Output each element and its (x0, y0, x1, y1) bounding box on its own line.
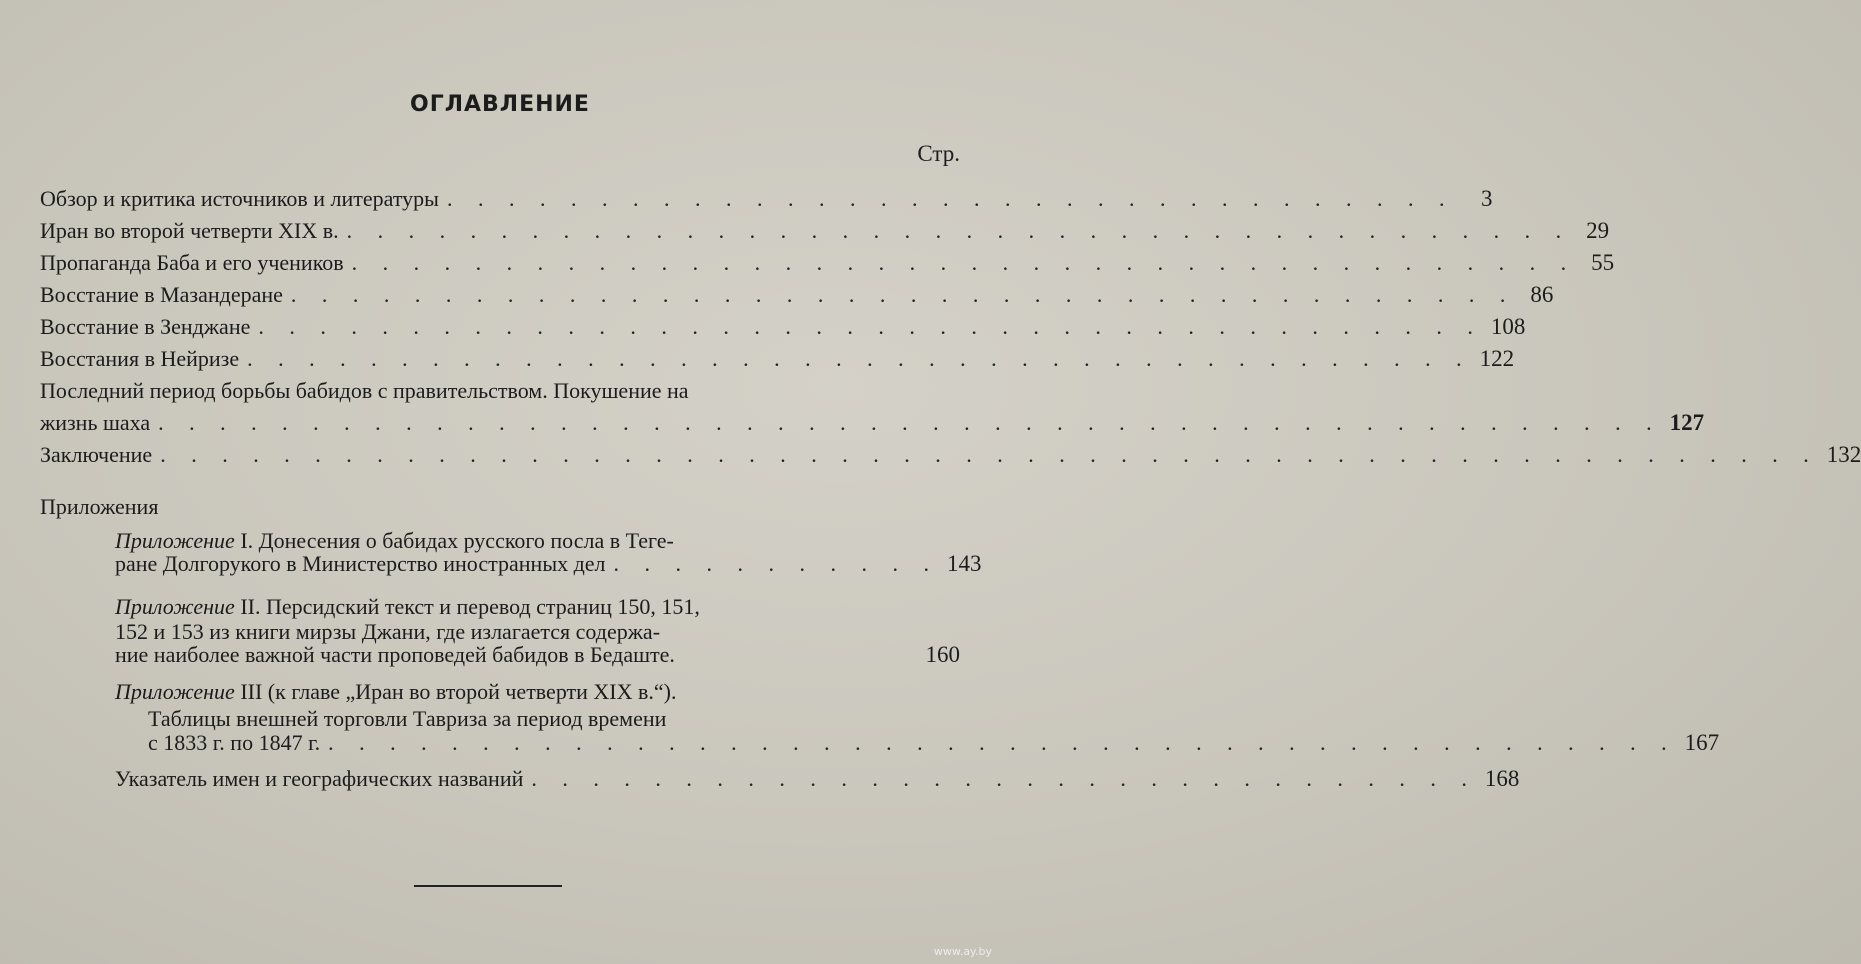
appendix-3-line1 (115, 679, 677, 705)
toc-entry-page: 55 (1591, 250, 1615, 275)
toc-entry (40, 314, 1526, 346)
leader-dots: . . . . . . . . . . . . . . . . . . . . . . . . . . . . . . . . . . . . . . . . (258, 314, 1483, 339)
leader-dots: . . . . . . . . . . . (613, 551, 940, 576)
toc-entry-page: 108 (1490, 314, 1526, 339)
toc-entry (40, 410, 1705, 442)
closing-rule (414, 885, 562, 887)
toc-entry-page: 3 (1480, 186, 1493, 211)
leader-dots: . . . . . . . . . . . . . . . . . . . . . . . . . . . . . . . . . . . . . . . . (290, 282, 1516, 307)
leader-dots: . . . . . . . . . . . . . . . . . . . . . . . . . . . . . . . . . . . . . . . . . . . . . . . . . . . . . . (160, 442, 1819, 467)
toc-entry-page: 29 (1586, 218, 1610, 243)
appendix-label: Приложение (115, 679, 235, 704)
index-entry (115, 766, 1520, 798)
appendix-page: 167 (1684, 730, 1720, 755)
toc-entry (40, 346, 1515, 378)
toc-entry-page: 122 (1479, 346, 1515, 371)
leader-dots: . . . . . . . . . . . . . . . . . . . . . . . . . . . . . . . . . . . . . . . . . . . . . . . . . (158, 410, 1662, 435)
toc-entry (40, 186, 1493, 218)
appendix-text: с 1833 г. по 1847 г. (148, 730, 321, 755)
toc-entry-text: Пропаганда Баба и его учеников (40, 250, 344, 275)
appendix-3-line2: Таблицы внешней торговли Тавриза за период времени (148, 706, 667, 731)
toc-entry-text: Восстание в Зенджане (40, 314, 251, 339)
toc-entry-page: 127 (1669, 410, 1705, 435)
appendix-label: Приложение (115, 594, 235, 619)
toc-entry-page: 132 (1826, 442, 1861, 467)
leader-dots: . . . . . . . . . . . . . . . . . . . . . . . . . . . . . . . (531, 766, 1477, 791)
appendix-label: Приложение (115, 528, 235, 553)
toc-entry (40, 218, 1610, 250)
appendices-heading: Приложения (40, 494, 159, 519)
appendix-text: ние наиболее важной части проповедей бабидов в Бедаште. (115, 642, 675, 667)
appendix-2-line1 (115, 594, 700, 620)
leader-dots: . . . . . . . . . . . . . . . . . . . . . . . . . . . . . . . . . . . . . . . . (346, 218, 1572, 243)
appendix-page: 143 (947, 551, 982, 576)
toc-entry-text-line2: жизнь шаха (40, 410, 151, 435)
appendix-text: III (к главе „Иран во второй четверти XIX в.“). (234, 679, 677, 704)
leader-dots: . . . . . . . . . . . . . . . . . . . . . . . . . . . . . . . . . . . . . . . . (351, 250, 1577, 275)
toc-entry-page: 86 (1530, 282, 1554, 307)
page-title: ОГЛАВЛЕНИЕ (410, 92, 590, 117)
index-entry-text: Указатель имен и географических названий (115, 766, 524, 791)
appendix-3-line3 (148, 730, 1720, 762)
toc-entry-text: Иран во второй четверти XIX в. (40, 218, 339, 243)
toc-entry (40, 250, 1615, 282)
leader-dots: . . . . . . . . . . . . . . . . . . . . . . . . . . . . . . . . . . . . . . . . (247, 346, 1472, 371)
appendix-2-line3 (115, 642, 960, 674)
toc-entry (40, 282, 1554, 314)
leader-dots: . . . . . . . . . . . . . . . . . . . . . . . . . . . . . . . . . (446, 186, 1455, 211)
leader-dots: . . . . . . . . . . . . . . . . . . . . . . . . . . . . . . . . . . . . . . . . . . . . (328, 730, 1677, 755)
index-entry-page: 168 (1484, 766, 1520, 791)
toc-entry-text: Обзор и критика источников и литературы (40, 186, 439, 211)
appendix-text: II. Персидский текст и перевод страниц 150, 151, (234, 594, 700, 619)
toc-entry-text: Восстания в Нейризе (40, 346, 240, 371)
appendix-1-line2 (115, 551, 982, 583)
appendix-page: 160 (925, 642, 960, 667)
page-column-header: Стр. (917, 141, 960, 166)
toc-entry-text: Заключение (40, 442, 153, 467)
toc-entry (40, 442, 1861, 474)
watermark: www.ay.by (933, 945, 992, 958)
toc-entry-text: Восстание в Мазандеране (40, 282, 283, 307)
appendix-text: I. Донесения о бабидах русского посла в Теге- (234, 528, 674, 553)
toc-entry-text-line1: Последний период борьбы бабидов с правительством. Покушение на (40, 378, 689, 403)
appendix-text: ране Долгорукого в Министерство иностранных дел (115, 551, 606, 576)
appendix-2-line2: 152 и 153 из книги мирзы Джани, где излагается содержа- (115, 619, 661, 644)
